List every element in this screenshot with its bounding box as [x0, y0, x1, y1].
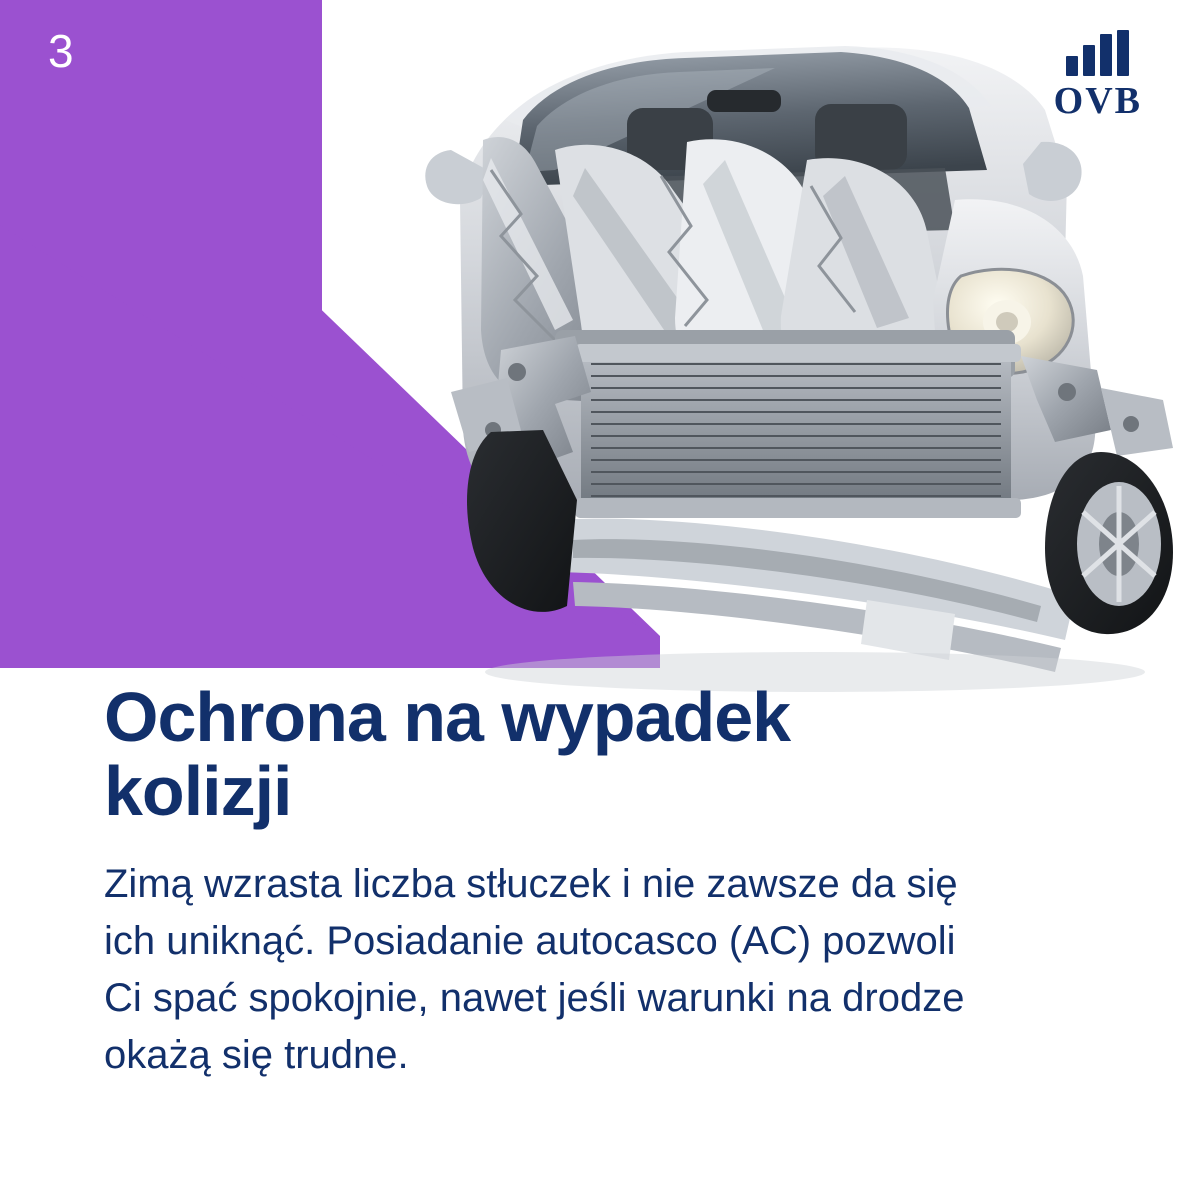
text-block	[104, 680, 1064, 1084]
body-text: Zimą wzrasta liczba stłuczek i nie zawsze da się ich uniknąć. Posiadanie autocasco (AC) pozwoli Ci spać spokojnie, nawet jeśli warunki na drodze okażą się trudne.	[104, 862, 965, 1077]
slide-number: 3	[48, 25, 75, 77]
bar-chart-icon	[1054, 30, 1142, 76]
headline: Ochrona na wypadek kolizji	[104, 678, 791, 831]
ovb-logo	[1054, 30, 1142, 120]
ovb-wordmark: OVB	[1053, 80, 1142, 122]
